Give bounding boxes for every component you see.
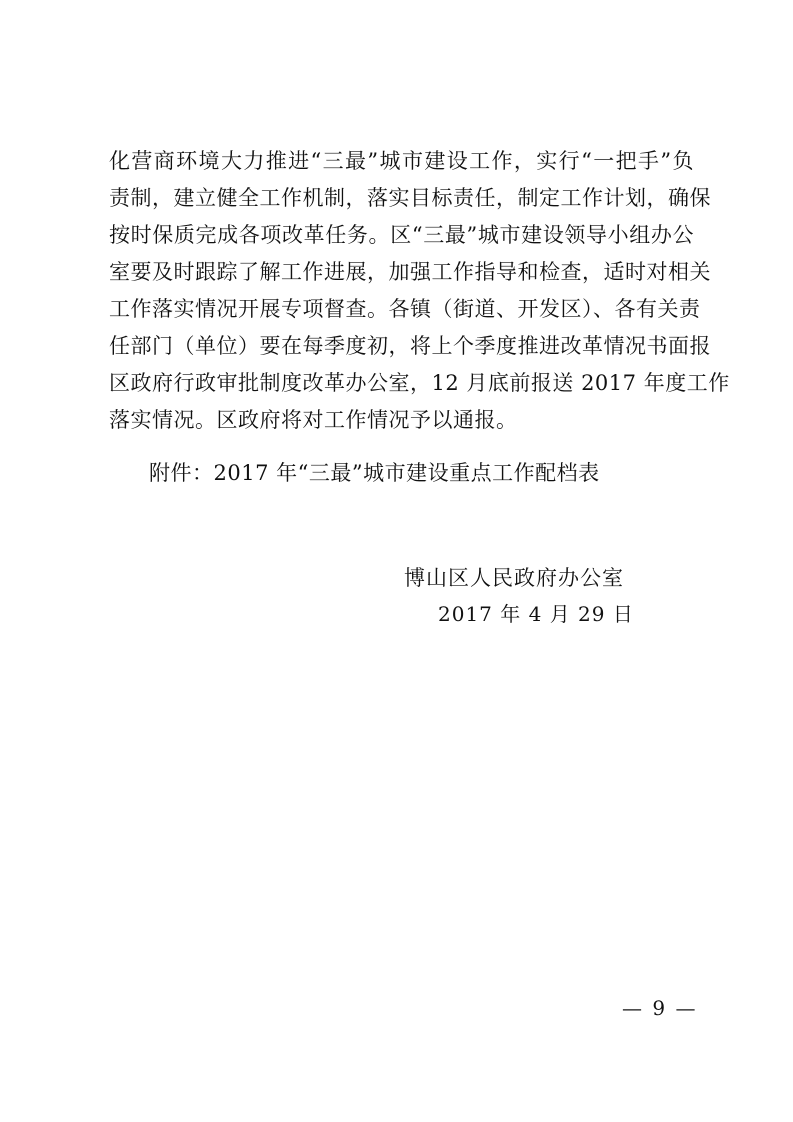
body-line: 室要及时跟踪了解工作进展，加强工作指导和检查，适时对相关 xyxy=(109,260,711,284)
body-line: 按时保质完成各项改革任务。区“三最”城市建设领导小组办公 xyxy=(109,223,694,247)
page-number: — 9 — xyxy=(622,996,698,1020)
body-line: 任部门（单位）要在每季度初，将上个季度推进改革情况书面报 xyxy=(109,334,711,358)
body-line: 责制，建立健全工作机制，落实目标责任，制定工作计划，确保 xyxy=(109,186,711,210)
body-line: 工作落实情况开展专项督查。各镇（街道、开发区）、各有关责 xyxy=(109,297,701,321)
issue-date: 2017 年 4 月 29 日 xyxy=(438,602,634,626)
attachment-note: 附件：2017 年“三最”城市建设重点工作配档表 xyxy=(149,461,600,485)
issuing-office: 博山区人民政府办公室 xyxy=(404,566,624,590)
body-paragraph xyxy=(109,143,730,439)
body-line: 落实情况。区政府将对工作情况予以通报。 xyxy=(109,408,518,432)
body-line: 区政府行政审批制度改革办公室，12 月底前报送 2017 年度工作 xyxy=(109,371,730,395)
body-line: 化营商环境大力推进“三最”城市建设工作，实行“一把手”负 xyxy=(109,149,694,173)
